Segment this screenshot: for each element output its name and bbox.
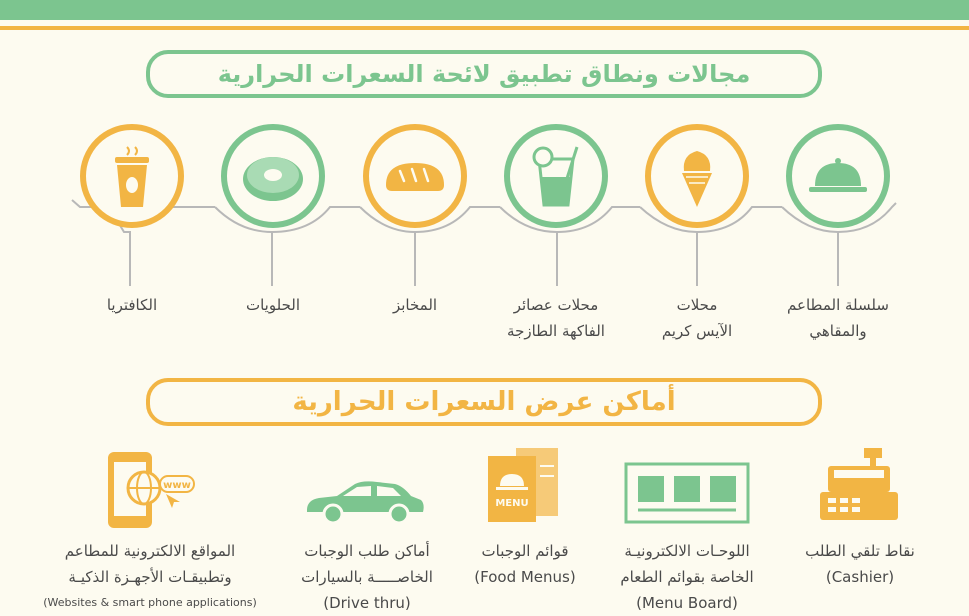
category-line2: والمقاهي <box>809 322 867 340</box>
category-label-cafeteria <box>57 292 207 318</box>
display-label-drive-thru <box>282 538 452 616</box>
category-line2: الآيس كريم <box>661 322 733 340</box>
display-label-websites <box>30 538 270 616</box>
category-line1: محلات <box>676 296 718 314</box>
www-text: www <box>163 480 191 491</box>
display-line1: أماكن طلب الوجبات <box>304 542 430 560</box>
display-line1: نقاط تلقي الطلب <box>805 542 915 560</box>
menu-board-icon <box>624 462 750 524</box>
scope-title: مجالات ونطاق تطبيق لائحة السعرات الحرارية <box>217 60 751 88</box>
display-label-cashier <box>780 538 940 590</box>
category-circle-ice-cream <box>645 124 749 228</box>
menu-word: MENU <box>495 498 529 509</box>
coffee-cup-icon <box>97 141 167 211</box>
display-title: أماكن عرض السعرات الحرارية <box>292 387 676 417</box>
category-circle-juice <box>504 124 608 228</box>
display-line2: الخاصـــــة بالسيارات <box>301 568 433 586</box>
category-line2: الفاكهة الطازجة <box>507 322 605 340</box>
cash-register-icon <box>818 444 900 526</box>
display-line2: وتطبيقـات الأجهـزة الذكيـة <box>68 568 232 586</box>
category-line1: محلات عصائر <box>513 296 599 314</box>
category-circle-cafeteria <box>80 124 184 228</box>
food-cloche-icon <box>803 141 873 211</box>
display-line2: الخاصة بقوائم الطعام <box>620 568 754 586</box>
category-label-sweets <box>198 292 348 318</box>
display-en: (Food Menus) <box>474 568 576 586</box>
category-line1: الحلويات <box>245 296 300 314</box>
category-line1: سلسلة المطاعم <box>787 296 889 314</box>
category-circle-bakery <box>363 124 467 228</box>
display-title-banner <box>146 378 822 426</box>
display-en: (Drive thru) <box>323 594 411 612</box>
display-line1: قوائم الوجبات <box>481 542 569 560</box>
category-circle-restaurants <box>786 124 890 228</box>
display-label-menu-board <box>592 538 782 616</box>
display-en: (Cashier) <box>825 568 895 586</box>
display-line1: المواقع الالكترونية للمطاعم <box>64 542 236 560</box>
category-label-restaurants <box>763 292 913 344</box>
juice-glass-icon <box>521 141 591 211</box>
display-label-food-menus <box>460 538 590 590</box>
category-label-juice <box>481 292 631 344</box>
category-line1: المخابز <box>392 296 438 314</box>
display-line1: اللوحـات الالكترونيـة <box>624 542 750 560</box>
car-icon <box>303 478 427 526</box>
website-phone-icon <box>106 450 198 530</box>
category-label-bakery <box>340 292 490 318</box>
donut-icon <box>238 141 308 211</box>
category-line1: الكافتريا <box>106 296 158 314</box>
food-menu-icon <box>486 446 562 524</box>
category-label-ice-cream <box>622 292 772 344</box>
bread-icon <box>380 141 450 211</box>
display-en: (Websites & smart phone applications) <box>43 596 257 609</box>
display-en: (Menu Board) <box>636 594 738 612</box>
category-circle-sweets <box>221 124 325 228</box>
ice-cream-icon <box>662 141 732 211</box>
